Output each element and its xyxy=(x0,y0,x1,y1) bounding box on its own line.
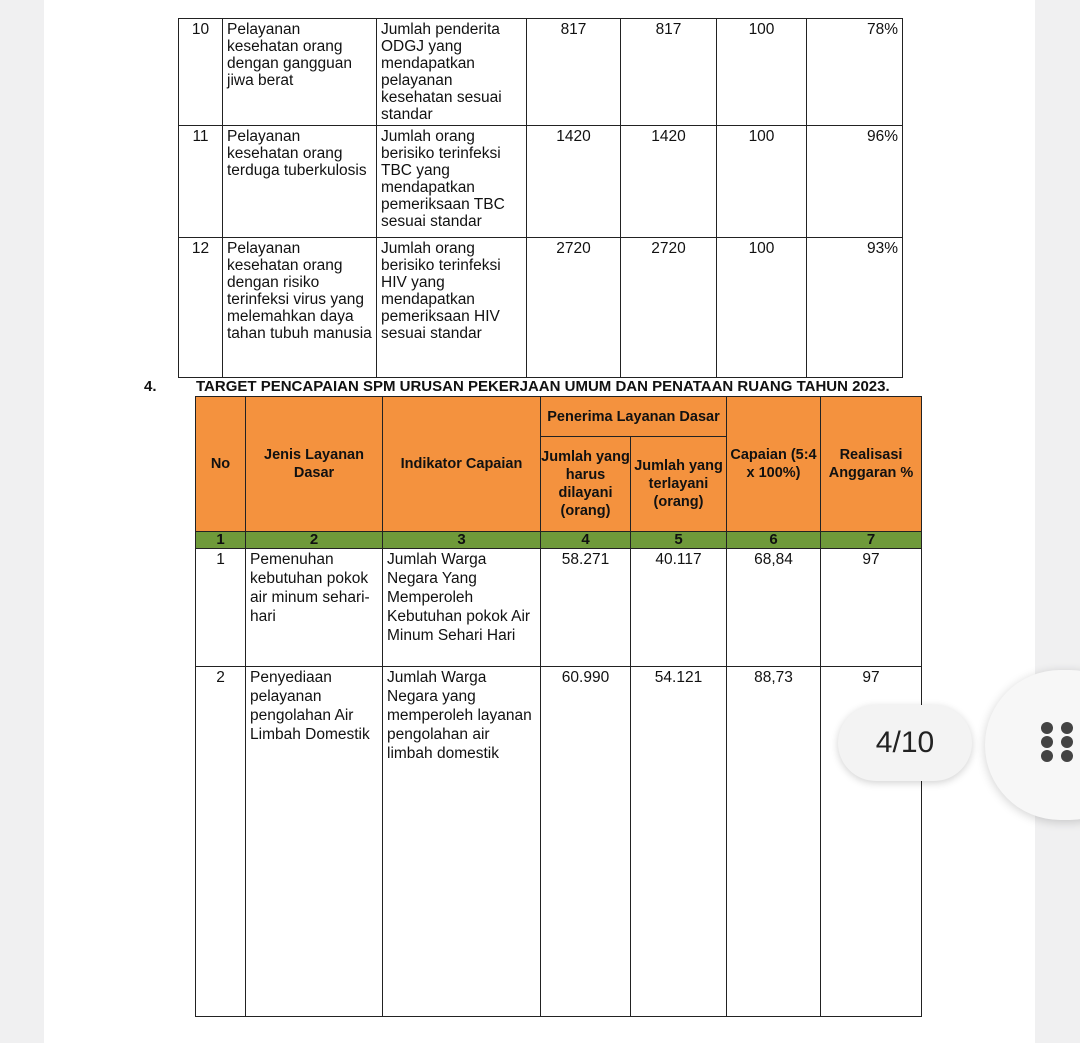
indicator: Jumlah orang berisiko terinfeksi HIV yang mendapatkan pemeriksaan HIV sesuai standar xyxy=(377,238,527,378)
table-row xyxy=(179,19,903,126)
budget-realization: 97 xyxy=(821,549,922,667)
served-count: 817 xyxy=(621,19,717,126)
achievement: 100 xyxy=(717,126,807,238)
header-capaian: Capaian (5:4 x 100%) xyxy=(727,397,821,532)
service-type: Pelayanan kesehatan orang terduga tuberkulosis xyxy=(223,126,377,238)
indicator: Jumlah penderita ODGJ yang mendapatkan pelayanan kesehatan sesuai standar xyxy=(377,19,527,126)
column-number: 1 xyxy=(196,532,246,549)
header-jenis: Jenis Layanan Dasar xyxy=(246,397,383,532)
table-row xyxy=(196,549,922,667)
header-penerima: Penerima Layanan Dasar xyxy=(541,397,727,437)
grid-dots-icon xyxy=(1041,722,1073,762)
header-harus: Jumlah yang harus dilayani (orang) xyxy=(541,437,631,532)
page-indicator[interactable]: 4/10 xyxy=(838,705,972,781)
budget-realization: 96% xyxy=(807,126,903,238)
indicator: Jumlah Warga Negara Yang Memperoleh Kebutuhan pokok Air Minum Sehari Hari xyxy=(383,549,541,667)
column-number: 7 xyxy=(821,532,922,549)
achievement: 100 xyxy=(717,238,807,378)
section-title: TARGET PENCAPAIAN SPM URUSAN PEKERJAAN UMUM DAN PENATAAN RUANG TAHUN 2023. xyxy=(196,378,890,395)
target-count: 60.990 xyxy=(541,667,631,1017)
served-count: 2720 xyxy=(621,238,717,378)
table-row xyxy=(179,126,903,238)
row-number: 1 xyxy=(196,549,246,667)
row-number: 12 xyxy=(179,238,223,378)
service-type: Pelayanan kesehatan orang dengan risiko terinfeksi virus yang melemahkan daya tahan tubuh manusia xyxy=(223,238,377,378)
column-number: 4 xyxy=(541,532,631,549)
table-row xyxy=(196,667,922,1017)
budget-realization: 97 xyxy=(821,667,922,1017)
indicator: Jumlah orang berisiko terinfeksi TBC yang mendapatkan pemeriksaan TBC sesuai standar xyxy=(377,126,527,238)
section-number: 4. xyxy=(144,378,157,395)
achievement: 68,84 xyxy=(727,549,821,667)
budget-realization: 78% xyxy=(807,19,903,126)
target-count: 817 xyxy=(527,19,621,126)
header-row xyxy=(196,397,922,437)
served-count: 54.121 xyxy=(631,667,727,1017)
service-type: Pelayanan kesehatan orang dengan gangguan jiwa berat xyxy=(223,19,377,126)
indicator: Jumlah Warga Negara yang memperoleh layanan pengolahan air limbah domestik xyxy=(383,667,541,1017)
column-number-row xyxy=(196,532,922,549)
column-number: 5 xyxy=(631,532,727,549)
row-number: 10 xyxy=(179,19,223,126)
header-terlayani: Jumlah yang terlayani (orang) xyxy=(631,437,727,532)
service-type: Penyediaan pelayanan pengolahan Air Limbah Domestik xyxy=(246,667,383,1017)
header-indikator: Indikator Capaian xyxy=(383,397,541,532)
row-number: 2 xyxy=(196,667,246,1017)
served-count: 40.117 xyxy=(631,549,727,667)
column-number: 2 xyxy=(246,532,383,549)
table-row xyxy=(179,238,903,378)
achievement: 88,73 xyxy=(727,667,821,1017)
service-type: Pemenuhan kebutuhan pokok air minum sehari-hari xyxy=(246,549,383,667)
header-anggaran: Realisasi Anggaran % xyxy=(821,397,922,532)
target-count: 1420 xyxy=(527,126,621,238)
target-count: 2720 xyxy=(527,238,621,378)
row-number: 11 xyxy=(179,126,223,238)
target-count: 58.271 xyxy=(541,549,631,667)
served-count: 1420 xyxy=(621,126,717,238)
column-number: 3 xyxy=(383,532,541,549)
header-no: No xyxy=(196,397,246,532)
achievement: 100 xyxy=(717,19,807,126)
budget-realization: 93% xyxy=(807,238,903,378)
health-services-table xyxy=(178,18,903,378)
public-works-table xyxy=(195,396,922,1017)
column-number: 6 xyxy=(727,532,821,549)
